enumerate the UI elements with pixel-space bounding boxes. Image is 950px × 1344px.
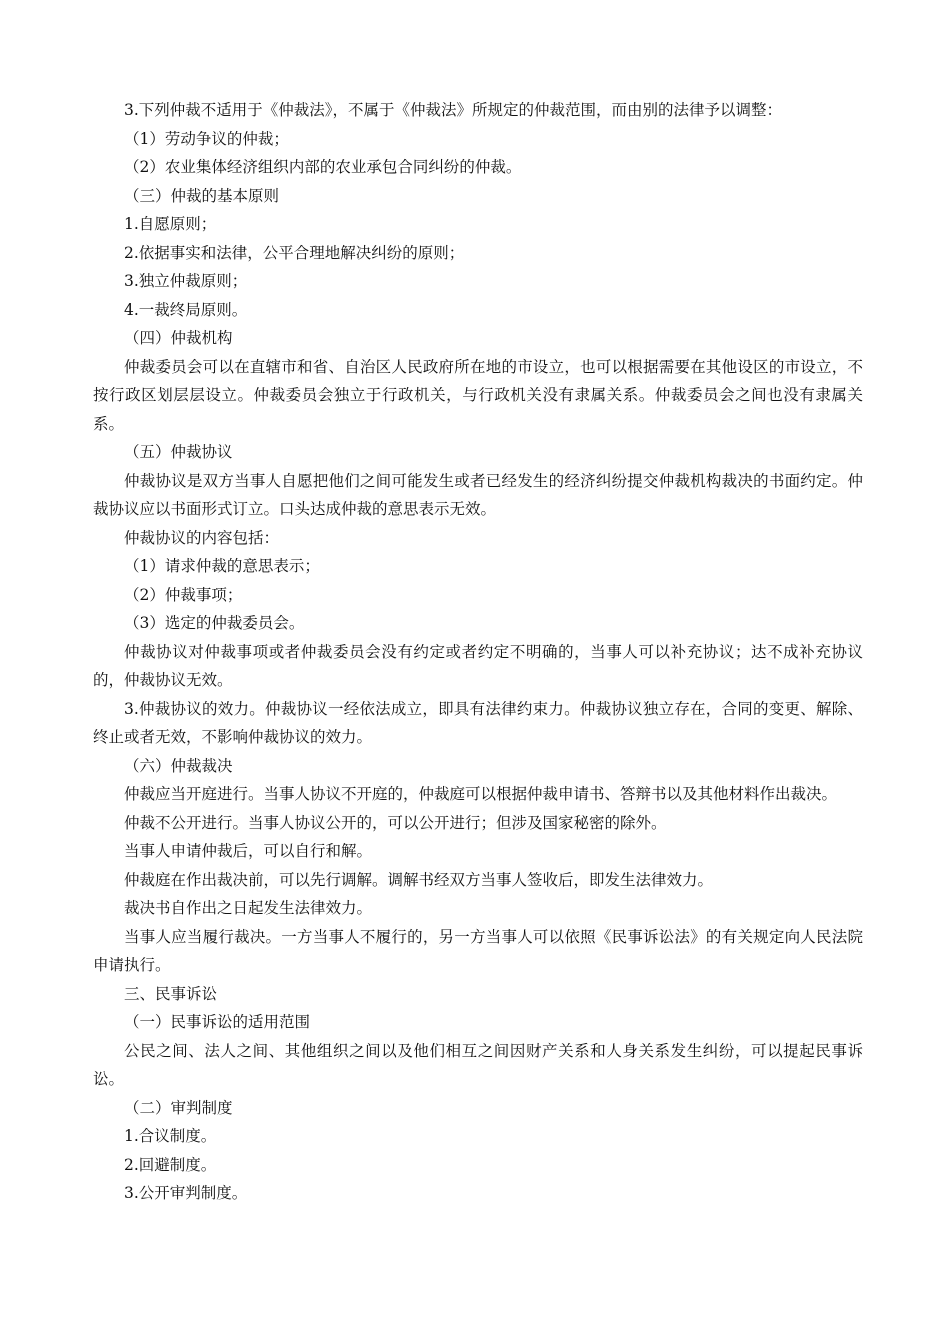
paragraph: 仲裁协议对仲裁事项或者仲裁委员会没有约定或者约定不明确的，当事人可以补充协议；达不成补充协议的，仲裁协议无效。	[93, 642, 863, 689]
paragraph: 仲裁协议的内容包括：	[124, 528, 280, 547]
paragraph: 仲裁应当开庭进行。当事人协议不开庭的，仲裁庭可以根据仲裁申请书、答辩书以及其他材料作出裁决。	[124, 785, 838, 803]
list-item: 2.依据事实和法律，公平合理地解决纠纷的原则；	[124, 243, 465, 262]
paragraph: 当事人应当履行裁决。一方当事人不履行的，另一方当事人可以依照《民事诉讼法》的有关规定向人民法院申请执行。	[93, 927, 863, 974]
paragraph: 裁决书自作出之日起发生法律效力。	[124, 899, 373, 917]
list-item: （2）仲裁事项；	[124, 585, 243, 604]
paragraph: 公民之间、法人之间、其他组织之间以及他们相互之间因财产关系和人身关系发生纠纷，可以提起民事诉讼。	[93, 1041, 863, 1088]
list-item: 3.独立仲裁原则；	[124, 272, 248, 290]
paragraph: 仲裁委员会可以在直辖市和省、自治区人民政府所在地的市设立，也可以根据需要在其他设区的市设立，不按行政区划层层设立。仲裁委员会独立于行政机关，与行政机关没有隶属关系。仲裁委员会之间也没有隶属关系。	[93, 357, 863, 433]
paragraph: 仲裁协议是双方当事人自愿把他们之间可能发生或者已经发生的经济纠纷提交仲裁机构裁决的书面约定。仲裁协议应以书面形式订立。口头达成仲裁的意思表示无效。	[93, 471, 863, 518]
paragraph: 当事人申请仲裁后，可以自行和解。	[124, 842, 373, 860]
list-item: 4.一裁终局原则。	[124, 300, 248, 319]
section-heading: （三）仲裁的基本原则	[124, 186, 280, 205]
list-item: （2）农业集体经济组织内部的农业承包合同纠纷的仲裁。	[124, 158, 522, 176]
section-heading: （五）仲裁协议	[124, 443, 233, 461]
list-item: （1）请求仲裁的意思表示；	[124, 557, 320, 575]
section-heading: （一）民事诉讼的适用范围	[124, 1013, 311, 1031]
paragraph: 仲裁庭在作出裁决前，可以先行调解。调解书经双方当事人签收后，即发生法律效力。	[124, 870, 714, 889]
section-heading: （四）仲裁机构	[124, 329, 233, 347]
section-heading: （六）仲裁裁决	[124, 756, 233, 775]
list-item: 3.公开审判制度。	[124, 1184, 248, 1202]
list-item: （3）选定的仲裁委员会。	[124, 614, 305, 632]
list-item: 1.合议制度。	[124, 1127, 217, 1145]
paragraph: 3.下列仲裁不适用于《仲裁法》，不属于《仲裁法》所规定的仲裁范围，而由别的法律予以调整：	[124, 101, 783, 119]
paragraph: 仲裁不公开进行。当事人协议公开的，可以公开进行；但涉及国家秘密的除外。	[124, 813, 667, 832]
list-item: 2.回避制度。	[124, 1155, 217, 1174]
list-item: （1）劳动争议的仲裁；	[124, 129, 289, 148]
paragraph: 3.仲裁协议的效力。仲裁协议一经依法成立，即具有法律约束力。仲裁协议独立存在，合同的变更、解除、终止或者无效，不影响仲裁协议的效力。	[93, 699, 863, 746]
list-item: 1.自愿原则；	[124, 215, 217, 233]
section-heading: （二）审判制度	[124, 1098, 233, 1117]
document-body	[93, 96, 863, 1208]
chapter-heading: 三、民事诉讼	[124, 984, 218, 1003]
